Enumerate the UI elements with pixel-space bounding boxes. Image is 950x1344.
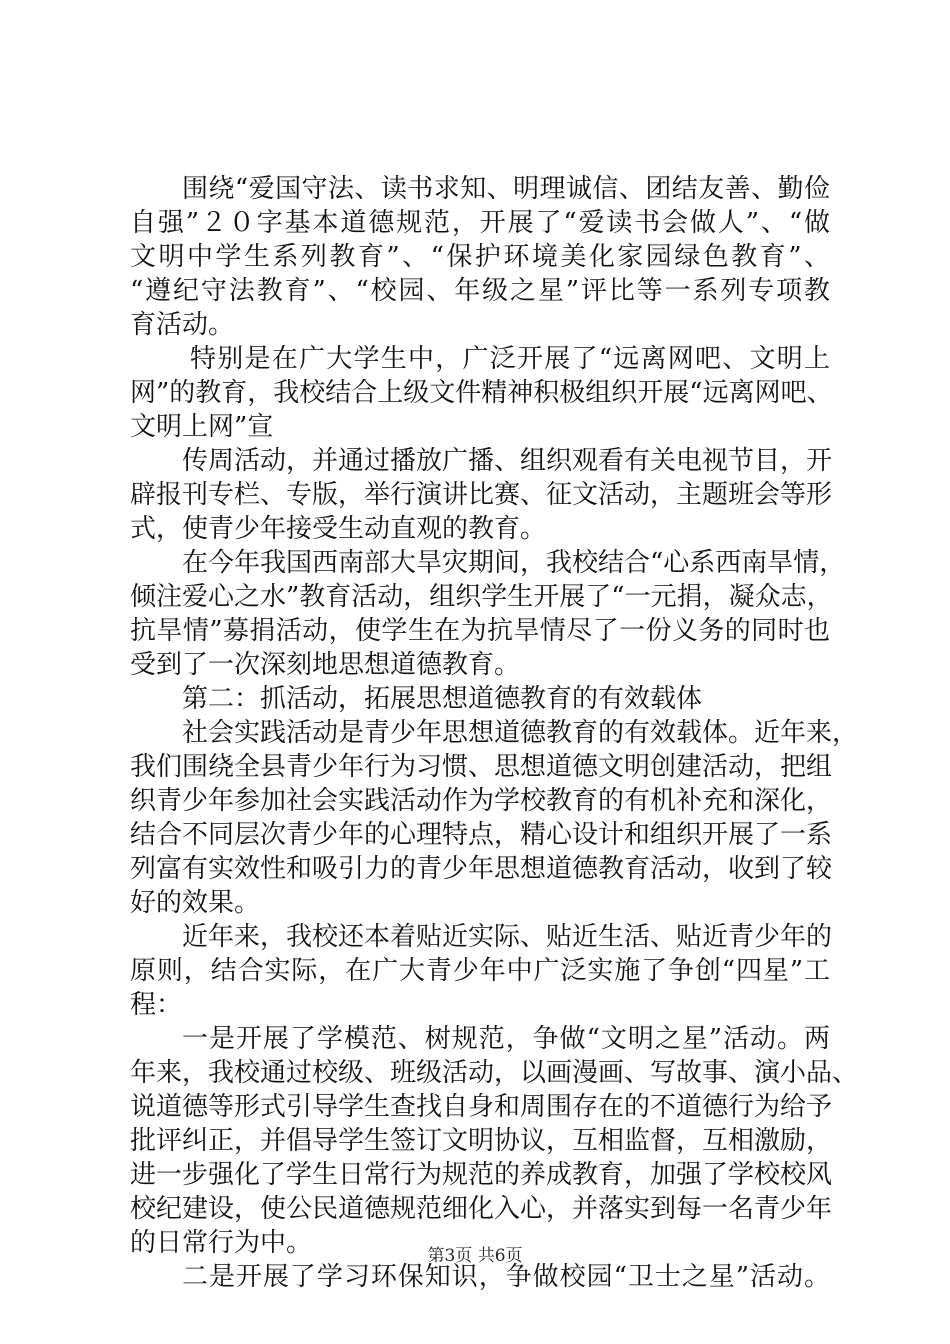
text-line: 程： — [130, 990, 183, 1020]
text-line: 社会实践活动是青少年思想道德教育的有效载体。近年来， — [182, 718, 859, 748]
text-line: 我们围绕全县青少年行为习惯、思想道德文明创建活动，把组 — [130, 752, 833, 782]
text-line: 倾注爱心之水”教育活动，组织学生开展了“一元捐，凝众志， — [130, 582, 833, 612]
text-line: 一是开展了学模范、树规范，争做“文明之星”活动。两 — [182, 1024, 830, 1054]
text-line: 二是开展了学习环保知识，争做校园“卫士之星”活动。 — [182, 1262, 830, 1292]
page-footer: 第3页 共6页 — [427, 1246, 523, 1266]
text-line: 在今年我国西南部大旱灾期间，我校结合“心系西南旱情， — [182, 548, 846, 578]
text-line: 围绕“爱国守法、读书求知、明理诚信、团结友善、勤俭 — [182, 174, 830, 204]
text-line: 织青少年参加社会实践活动作为学校教育的有机补充和深化， — [130, 786, 833, 816]
text-line: 年来，我校通过校级、班级活动，以画漫画、写故事、演小品、 — [130, 1058, 859, 1088]
document-body — [130, 172, 859, 1294]
text-line: 列富有实效性和吸引力的青少年思想道德教育活动，收到了较 — [130, 854, 833, 884]
text-line: 近年来，我校还本着贴近实际、贴近生活、贴近青少年的 — [182, 922, 833, 952]
text-line: 第二：抓活动，拓展思想道德教育的有效载体 — [182, 684, 703, 714]
text-line: “遵纪守法教育”、“校园、年级之星”评比等一系列专项教 — [130, 276, 830, 306]
text-line: 传周活动，并通过播放广播、组织观看有关电视节目，开 — [182, 446, 833, 476]
text-line: 自强”２０字基本道德规范，开展了“爱读书会做人”、“做 — [130, 208, 830, 238]
text-line: 式，使青少年接受生动直观的教育。 — [130, 514, 547, 544]
text-line: 网”的教育，我校结合上级文件精神积极组织开展“远离网吧、 — [130, 378, 833, 408]
text-line: 受到了一次深刻地思想道德教育。 — [130, 650, 521, 680]
text-line: 批评纠正，并倡导学生签订文明协议，互相监督，互相激励， — [130, 1126, 833, 1156]
text-line: 特别是在广大学生中，广泛开展了“远离网吧、文明上 — [190, 344, 830, 374]
text-line: 好的效果。 — [130, 888, 261, 918]
text-line: 的日常行为中。 — [130, 1228, 313, 1258]
text-line: 结合不同层次青少年的心理特点，精心设计和组织开展了一系 — [130, 820, 833, 850]
text-line: 说道德等形式引导学生查找自身和周围存在的不道德行为给予 — [130, 1092, 833, 1122]
text-line: 进一步强化了学生日常行为规范的养成教育，加强了学校校风 — [130, 1160, 833, 1190]
text-line: 原则，结合实际，在广大青少年中广泛实施了争创“四星”工 — [130, 956, 830, 986]
text-line: 校纪建设，使公民道德规范细化入心，并落实到每一名青少年 — [130, 1194, 833, 1224]
text-line: 文明上网”宣 — [130, 412, 274, 442]
text-line: 文明中学生系列教育”、“保护环境美化家园绿色教育”、 — [130, 242, 830, 272]
text-line: 辟报刊专栏、专版，举行演讲比赛、征文活动，主题班会等形 — [130, 480, 833, 510]
text-line: 抗旱情”募捐活动，使学生在为抗旱情尽了一份义务的同时也 — [130, 616, 830, 646]
text-line: 育活动。 — [130, 310, 235, 340]
